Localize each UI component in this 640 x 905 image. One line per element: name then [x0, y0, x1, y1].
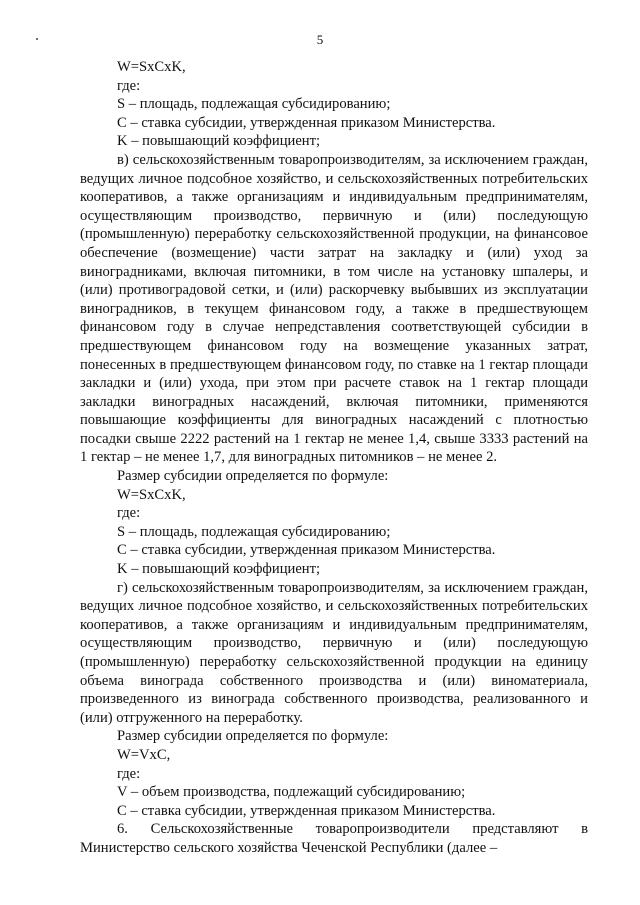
- formula-intro: Размер субсидии определяется по формуле:: [117, 468, 389, 485]
- formula-intro: Размер субсидии определяется по формуле:: [117, 728, 389, 745]
- body-paragraph: 6. Сельскохозяйственные товаропроизводители представляют в Министерство сельского хозяйства Чеченской Республики (далее –: [80, 821, 588, 856]
- body-paragraph: г) сельскохозяйственным товаропроизводителям, за исключением граждан, ведущих личное подсобное хозяйство, и сельскохозяйственных потребительских кооперативов, а также организациям и индивидуальным предпринимателям, осуществляющим производство, первичную и (или) последующую (промышленную) переработку сельскохозяйственной продукции на единицу объема винограда собственного производства и (или) виноматериала, произведенного из винограда собственного производства, реализованного и (или) отгруженного на переработку.: [80, 579, 588, 726]
- where-label: где:: [117, 505, 141, 522]
- definition-line: K – повышающий коэффициент;: [117, 561, 321, 578]
- definition-line: S – площадь, подлежащая субсидированию;: [117, 523, 391, 540]
- definition-line: C – ставка субсидии, утвержденная приказом Министерства.: [117, 114, 496, 131]
- page-number: 5: [316, 32, 324, 47]
- document-body: [80, 58, 588, 858]
- body-paragraph: в) сельскохозяйственным товаропроизводителям, за исключением граждан, ведущих личное подсобное хозяйство, и сельскохозяйственных потребительских кооперативов, а также организациям и индивидуальным предпринимателям, осуществляющим производство, первичную и (или) последующую (промышленную) переработку сельскохозяйственной продукции, на финансовое обеспечение (возмещение) части затрат на закладку и (или) уход за виноградниками, включая питомники, в том числе на установку шпалеры, и (или) противоградовой сетки, и (или) раскорчевку выбывших из эксплуатации виноградников, в текущем финансовом году, а также в предшествующем финансовом году в случае непредставления соответствующей субсидии в предшествующем финансовом году на возмещение указанных затрат, понесенных в предшествующем финансовом году, по ставке на 1 гектар площади закладки и (или) ухода, при этом при расчете ставок на 1 гектар площади закладки виноградных насаждений, включая питомники, применяются повышающие коэффициенты для виноградных насаждений с плотностью посадки свыше 2222 растений на 1 гектар не менее 1,4, свыше 3333 растений на 1 гектар – не менее 1,7, для виноградных питомников – не менее 2.: [80, 151, 588, 466]
- definition-line: V – объем производства, подлежащий субсидированию;: [117, 784, 466, 801]
- definition-line: S – площадь, подлежащая субсидированию;: [117, 96, 391, 113]
- formula-line: W=SxCxK,: [117, 59, 186, 75]
- definition-line: K – повышающий коэффициент;: [117, 133, 321, 150]
- formula-line: W=SxCxK,: [117, 486, 186, 503]
- where-label: где:: [117, 77, 141, 94]
- definition-line: C – ставка субсидии, утвержденная приказом Министерства.: [117, 802, 496, 819]
- where-label: где:: [117, 765, 141, 782]
- formula-line: W=VxC,: [117, 746, 171, 763]
- definition-line: C – ставка субсидии, утвержденная приказом Министерства.: [117, 542, 496, 559]
